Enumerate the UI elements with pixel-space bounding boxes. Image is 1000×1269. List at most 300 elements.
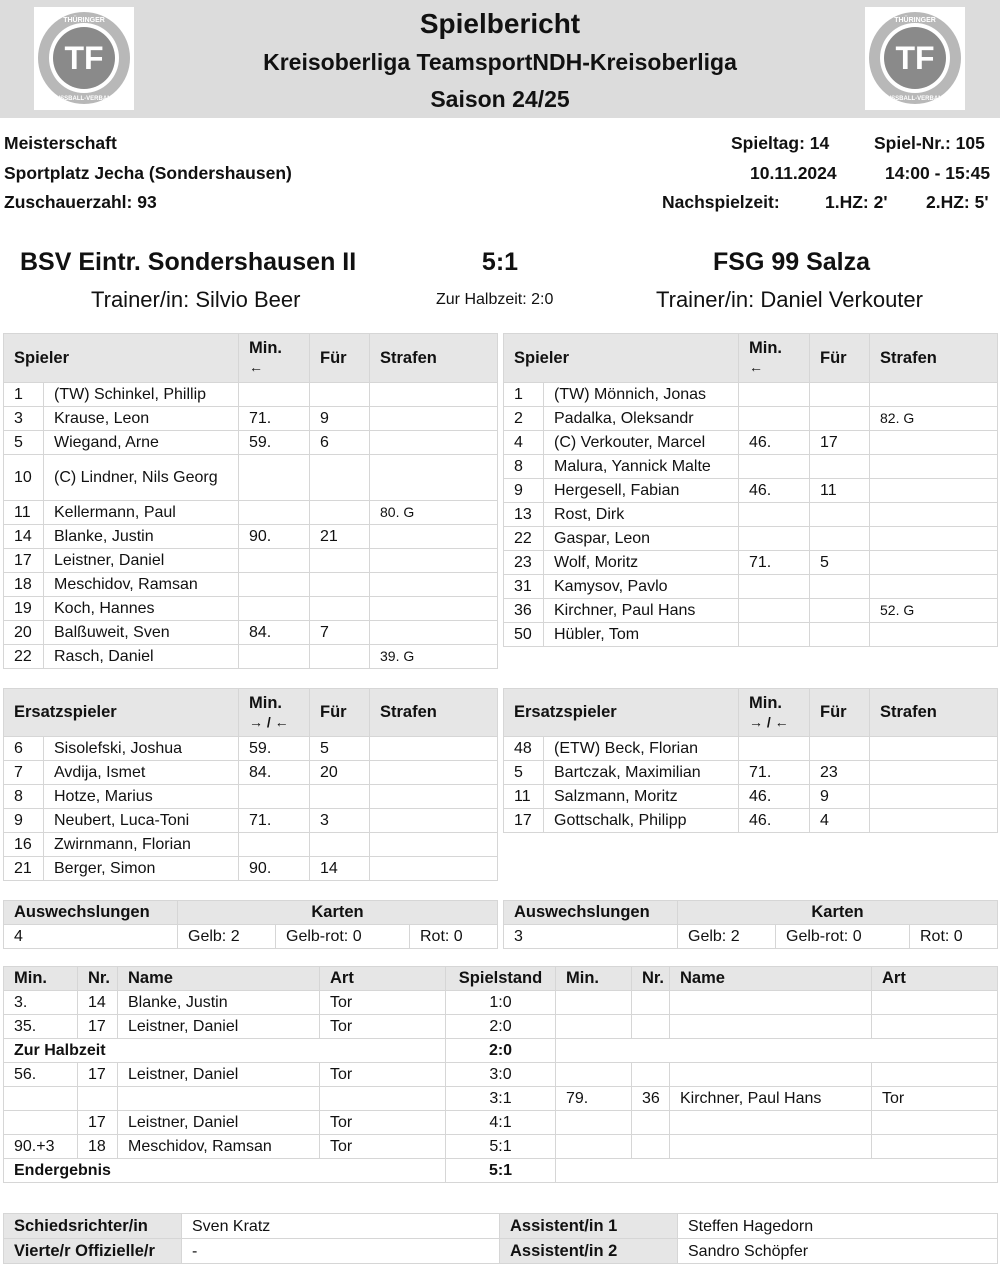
home-players-table — [3, 333, 498, 669]
player-number: 7 — [4, 761, 44, 785]
player-name: Wiegand, Arne — [44, 431, 239, 455]
event-score: 5:1 — [446, 1159, 556, 1183]
player-name: Hübler, Tom — [544, 623, 739, 647]
svg-text:FUSSBALL-VERBAND: FUSSBALL-VERBAND — [883, 96, 947, 102]
player-number: 4 — [504, 431, 544, 455]
away-event-number — [632, 1063, 670, 1087]
player-number: 1 — [504, 383, 544, 407]
away-event-type — [872, 1063, 998, 1087]
player-number: 22 — [504, 527, 544, 551]
report-title: Spielbericht — [419, 8, 581, 39]
player-penalty — [870, 479, 998, 503]
player-number: 48 — [504, 737, 544, 761]
assistant1-label: Assistent/in 1 — [500, 1214, 678, 1239]
player-penalty — [370, 737, 498, 761]
away-event-player — [670, 1135, 872, 1159]
event-row — [4, 1063, 998, 1087]
player-for: 20 — [310, 761, 370, 785]
svg-text:FUSSBALL-VERBAND: FUSSBALL-VERBAND — [52, 96, 116, 102]
match-time: 14:00 - 15:45 — [885, 163, 991, 183]
player-row — [4, 785, 498, 809]
player-row — [4, 761, 498, 785]
away-event-player — [670, 1063, 872, 1087]
player-minute — [739, 575, 810, 599]
home-event-minute — [4, 1111, 78, 1135]
home-event-minute: 90.+3 — [4, 1135, 78, 1159]
player-for — [310, 383, 370, 407]
player-row — [4, 525, 498, 549]
player-number: 20 — [4, 621, 44, 645]
player-name: Kellermann, Paul — [44, 501, 239, 525]
player-number: 6 — [4, 737, 44, 761]
away-subs-table — [503, 688, 998, 833]
event-score: 3:1 — [446, 1087, 556, 1111]
final-score: 5:1 — [481, 248, 519, 276]
player-name: Malura, Yannick Malte — [544, 455, 739, 479]
player-for — [310, 573, 370, 597]
player-minute — [739, 599, 810, 623]
home-event-player — [118, 1087, 320, 1111]
player-minute — [739, 455, 810, 479]
away-event-type — [872, 1135, 998, 1159]
player-name: (C) Lindner, Nils Georg — [44, 455, 239, 501]
home-substitutions-count: 4 — [4, 925, 178, 949]
player-minute — [739, 527, 810, 551]
home-coach: Trainer/in: Silvio Beer — [91, 287, 301, 312]
extra-time-first-half: 1.HZ: 2' — [825, 192, 888, 212]
assistant2-label: Assistent/in 2 — [500, 1239, 678, 1264]
player-minute: 59. — [239, 431, 310, 455]
player-number: 2 — [504, 407, 544, 431]
player-for — [810, 383, 870, 407]
away-event-minute — [556, 1063, 632, 1087]
player-row — [4, 857, 498, 881]
player-name: Neubert, Luca-Toni — [44, 809, 239, 833]
player-number: 17 — [4, 549, 44, 573]
player-number: 16 — [4, 833, 44, 857]
penalties-header: Strafen — [370, 689, 498, 737]
player-name: Rost, Dirk — [544, 503, 739, 527]
player-penalty: 80. G — [370, 501, 498, 525]
player-number: 9 — [504, 479, 544, 503]
home-event-player: Blanke, Justin — [118, 991, 320, 1015]
player-penalty — [870, 785, 998, 809]
player-number: 8 — [4, 785, 44, 809]
player-row — [4, 737, 498, 761]
player-name: (C) Verkouter, Marcel — [544, 431, 739, 455]
player-row — [504, 761, 998, 785]
player-penalty — [370, 525, 498, 549]
player-number: 5 — [504, 761, 544, 785]
player-minute: 71. — [239, 809, 310, 833]
player-penalty — [370, 833, 498, 857]
home-event-player: Meschidov, Ramsan — [118, 1135, 320, 1159]
player-for — [310, 833, 370, 857]
player-for: 11 — [810, 479, 870, 503]
player-name: Bartczak, Maximilian — [544, 761, 739, 785]
substitutions-header: Auswechslungen — [504, 901, 678, 925]
player-minute — [739, 407, 810, 431]
player-minute: 46. — [739, 431, 810, 455]
player-for: 17 — [810, 431, 870, 455]
player-number: 17 — [504, 809, 544, 833]
player-name: Kamysov, Pavlo — [544, 575, 739, 599]
player-penalty — [870, 455, 998, 479]
extra-time-second-half: 2.HZ: 5' — [926, 192, 989, 212]
events-summary-label: Zur Halbzeit — [4, 1039, 446, 1063]
player-name: Krause, Leon — [44, 407, 239, 431]
for-header: Für — [310, 334, 370, 383]
player-for — [310, 501, 370, 525]
player-row — [504, 479, 998, 503]
away-coach: Trainer/in: Daniel Verkouter — [656, 287, 923, 312]
player-number: 3 — [4, 407, 44, 431]
player-row — [504, 785, 998, 809]
home-event-number: 18 — [78, 1135, 118, 1159]
player-row — [504, 551, 998, 575]
away-event-number — [632, 991, 670, 1015]
events-art-header: Art — [872, 967, 998, 991]
player-row — [504, 575, 998, 599]
player-for — [810, 527, 870, 551]
player-penalty — [370, 857, 498, 881]
away-substitutions-count: 3 — [504, 925, 678, 949]
home-red-cards: Rot: 0 — [410, 925, 498, 949]
for-header: Für — [810, 689, 870, 737]
event-row — [4, 1015, 998, 1039]
player-name: Sisolefski, Joshua — [44, 737, 239, 761]
player-name: Meschidov, Ramsan — [44, 573, 239, 597]
home-event-type: Tor — [320, 1015, 446, 1039]
player-minute — [239, 833, 310, 857]
player-name: Rasch, Daniel — [44, 645, 239, 669]
away-summary-table — [503, 900, 998, 949]
events-min-header: Min. — [556, 967, 632, 991]
away-team: FSG 99 Salza — [713, 248, 871, 276]
match-date: 10.11.2024 — [750, 163, 837, 183]
player-penalty — [870, 527, 998, 551]
player-minute: 46. — [739, 809, 810, 833]
min-header: Min. ← — [739, 334, 810, 383]
away-event-type — [872, 1015, 998, 1039]
player-for: 14 — [310, 857, 370, 881]
player-minute: 71. — [739, 551, 810, 575]
player-row — [4, 621, 498, 645]
players-header: Spieler — [4, 334, 239, 383]
player-minute — [739, 623, 810, 647]
player-number: 11 — [4, 501, 44, 525]
player-for: 5 — [310, 737, 370, 761]
player-name: Balßuweit, Sven — [44, 621, 239, 645]
player-for — [310, 645, 370, 669]
penalties-header: Strafen — [870, 689, 998, 737]
svg-text:TF: TF — [64, 40, 104, 76]
away-event-minute — [556, 1111, 632, 1135]
away-event-number: 36 — [632, 1087, 670, 1111]
player-penalty — [870, 761, 998, 785]
home-event-number: 14 — [78, 991, 118, 1015]
player-minute — [239, 501, 310, 525]
player-row — [4, 573, 498, 597]
player-name: Gaspar, Leon — [544, 527, 739, 551]
player-name: Hotze, Marius — [44, 785, 239, 809]
player-row — [4, 501, 498, 525]
home-event-minute: 3. — [4, 991, 78, 1015]
events-nr-header: Nr. — [78, 967, 118, 991]
event-score: 4:1 — [446, 1111, 556, 1135]
player-minute — [739, 737, 810, 761]
player-number: 50 — [504, 623, 544, 647]
player-for — [310, 785, 370, 809]
away-event-player — [670, 1015, 872, 1039]
subs-header: Ersatzspieler — [4, 689, 239, 737]
away-event-number — [632, 1111, 670, 1135]
player-row — [504, 431, 998, 455]
home-event-type — [320, 1087, 446, 1111]
player-minute — [239, 573, 310, 597]
player-minute: 71. — [239, 407, 310, 431]
home-yellow-cards: Gelb: 2 — [178, 925, 276, 949]
player-minute: 46. — [739, 785, 810, 809]
player-name: Padalka, Oleksandr — [544, 407, 739, 431]
halftime-score: Zur Halbzeit: 2:0 — [436, 291, 554, 308]
away-event-number — [632, 1135, 670, 1159]
player-number: 18 — [4, 573, 44, 597]
away-event-type: Tor — [872, 1087, 998, 1111]
substitutions-header: Auswechslungen — [4, 901, 178, 925]
away-yellow-cards: Gelb: 2 — [678, 925, 776, 949]
cards-header: Karten — [678, 901, 998, 925]
away-event-minute — [556, 1135, 632, 1159]
season: Saison 24/25 — [430, 86, 570, 112]
player-penalty — [870, 809, 998, 833]
officials-table — [3, 1213, 998, 1264]
player-penalty — [870, 737, 998, 761]
player-name: Avdija, Ismet — [44, 761, 239, 785]
league-name: Kreisoberliga TeamsportNDH-Kreisoberliga — [263, 49, 737, 75]
player-penalty — [370, 621, 498, 645]
home-event-number: 17 — [78, 1111, 118, 1135]
player-name: Gottschalk, Philipp — [544, 809, 739, 833]
player-number: 21 — [4, 857, 44, 881]
player-number: 11 — [504, 785, 544, 809]
player-number: 1 — [4, 383, 44, 407]
player-penalty — [870, 623, 998, 647]
player-number: 14 — [4, 525, 44, 549]
svg-text:THÜRINGER: THÜRINGER — [63, 17, 105, 24]
min-header: Min. → / ← — [239, 689, 310, 737]
player-for — [810, 503, 870, 527]
player-minute — [239, 645, 310, 669]
home-event-number: 17 — [78, 1015, 118, 1039]
player-for: 21 — [310, 525, 370, 549]
player-number: 9 — [4, 809, 44, 833]
player-penalty — [370, 383, 498, 407]
player-minute: 84. — [239, 761, 310, 785]
events-summary-blank — [556, 1159, 998, 1183]
player-number: 5 — [4, 431, 44, 455]
player-name: Hergesell, Fabian — [544, 479, 739, 503]
for-header: Für — [310, 689, 370, 737]
player-number: 10 — [4, 455, 44, 501]
player-name: Zwirnmann, Florian — [44, 833, 239, 857]
home-event-type: Tor — [320, 1063, 446, 1087]
player-penalty — [370, 431, 498, 455]
player-penalty — [370, 407, 498, 431]
player-for — [310, 455, 370, 501]
player-for — [810, 407, 870, 431]
player-penalty — [370, 761, 498, 785]
away-event-minute: 79. — [556, 1087, 632, 1111]
player-penalty — [370, 455, 498, 501]
player-minute — [239, 549, 310, 573]
away-event-type — [872, 991, 998, 1015]
player-minute: 46. — [739, 479, 810, 503]
player-row — [4, 597, 498, 621]
home-event-player: Leistner, Daniel — [118, 1063, 320, 1087]
fourth-official-label: Vierte/r Offizielle/r — [4, 1239, 182, 1264]
away-event-type — [872, 1111, 998, 1135]
player-row — [4, 455, 498, 501]
player-for — [310, 549, 370, 573]
player-penalty — [370, 573, 498, 597]
home-event-player: Leistner, Daniel — [118, 1111, 320, 1135]
player-row — [4, 407, 498, 431]
player-minute: 84. — [239, 621, 310, 645]
player-for: 23 — [810, 761, 870, 785]
player-number: 22 — [4, 645, 44, 669]
player-penalty — [870, 383, 998, 407]
home-event-type: Tor — [320, 1135, 446, 1159]
player-minute — [239, 785, 310, 809]
player-for: 7 — [310, 621, 370, 645]
players-header: Spieler — [504, 334, 739, 383]
away-event-minute — [556, 991, 632, 1015]
player-number: 36 — [504, 599, 544, 623]
player-penalty — [370, 785, 498, 809]
player-row — [504, 383, 998, 407]
event-score: 3:0 — [446, 1063, 556, 1087]
player-penalty — [370, 809, 498, 833]
event-score: 1:0 — [446, 991, 556, 1015]
home-event-type: Tor — [320, 991, 446, 1015]
away-red-cards: Rot: 0 — [910, 925, 998, 949]
player-minute: 59. — [239, 737, 310, 761]
home-team: BSV Eintr. Sondershausen II — [20, 248, 357, 276]
player-minute: 71. — [739, 761, 810, 785]
player-name: Wolf, Moritz — [544, 551, 739, 575]
player-number: 8 — [504, 455, 544, 479]
events-name-header: Name — [670, 967, 872, 991]
player-for: 9 — [810, 785, 870, 809]
player-row — [4, 383, 498, 407]
player-name: Kirchner, Paul Hans — [544, 599, 739, 623]
cards-header: Karten — [178, 901, 498, 925]
player-row — [504, 809, 998, 833]
player-penalty: 39. G — [370, 645, 498, 669]
player-for — [810, 599, 870, 623]
referee-name: Sven Kratz — [182, 1214, 500, 1239]
player-number: 23 — [504, 551, 544, 575]
player-penalty: 82. G — [870, 407, 998, 431]
penalties-header: Strafen — [870, 334, 998, 383]
match-number: Spiel-Nr.: 105 — [874, 133, 985, 153]
player-minute: 90. — [239, 857, 310, 881]
event-score: 2:0 — [446, 1039, 556, 1063]
competition: Meisterschaft — [4, 133, 117, 153]
player-name: (TW) Schinkel, Phillip — [44, 383, 239, 407]
player-number: 31 — [504, 575, 544, 599]
player-row — [504, 503, 998, 527]
event-score: 5:1 — [446, 1135, 556, 1159]
player-row — [504, 599, 998, 623]
away-event-player — [670, 991, 872, 1015]
player-penalty — [870, 551, 998, 575]
player-penalty: 52. G — [870, 599, 998, 623]
home-subs-table — [3, 688, 498, 881]
away-players-table — [503, 333, 998, 647]
svg-text:TF: TF — [895, 40, 935, 76]
event-row — [4, 1111, 998, 1135]
player-row — [504, 455, 998, 479]
events-name-header: Name — [118, 967, 320, 991]
min-header: Min. ← — [239, 334, 310, 383]
home-event-minute — [4, 1087, 78, 1111]
matchday: Spieltag: 14 — [731, 133, 830, 153]
player-number: 13 — [504, 503, 544, 527]
player-for: 9 — [310, 407, 370, 431]
for-header: Für — [810, 334, 870, 383]
player-minute — [739, 503, 810, 527]
player-minute — [239, 383, 310, 407]
away-event-player — [670, 1111, 872, 1135]
player-for — [810, 455, 870, 479]
fourth-official-name: - — [182, 1239, 500, 1264]
home-event-minute: 56. — [4, 1063, 78, 1087]
events-summary-blank — [556, 1039, 998, 1063]
away-event-minute — [556, 1015, 632, 1039]
player-minute: 90. — [239, 525, 310, 549]
penalties-header: Strafen — [370, 334, 498, 383]
home-yellowred-cards: Gelb-rot: 0 — [276, 925, 410, 949]
event-row — [4, 1135, 998, 1159]
event-score: 2:0 — [446, 1015, 556, 1039]
home-event-player: Leistner, Daniel — [118, 1015, 320, 1039]
player-row — [504, 623, 998, 647]
player-row — [4, 431, 498, 455]
assistant2-name: Sandro Schöpfer — [678, 1239, 998, 1264]
player-name: (TW) Mönnich, Jonas — [544, 383, 739, 407]
svg-text:THÜRINGER: THÜRINGER — [894, 17, 936, 24]
player-for: 4 — [810, 809, 870, 833]
home-summary-table — [3, 900, 498, 949]
player-name: Blanke, Justin — [44, 525, 239, 549]
events-summary-row — [4, 1039, 998, 1063]
player-for — [810, 575, 870, 599]
player-minute — [239, 455, 310, 501]
player-penalty — [870, 575, 998, 599]
player-for — [310, 597, 370, 621]
player-row — [4, 645, 498, 669]
player-for: 3 — [310, 809, 370, 833]
event-row — [4, 991, 998, 1015]
player-row — [504, 737, 998, 761]
player-penalty — [870, 503, 998, 527]
player-for — [810, 623, 870, 647]
home-event-minute: 35. — [4, 1015, 78, 1039]
player-name: Koch, Hannes — [44, 597, 239, 621]
event-row — [4, 1087, 998, 1111]
